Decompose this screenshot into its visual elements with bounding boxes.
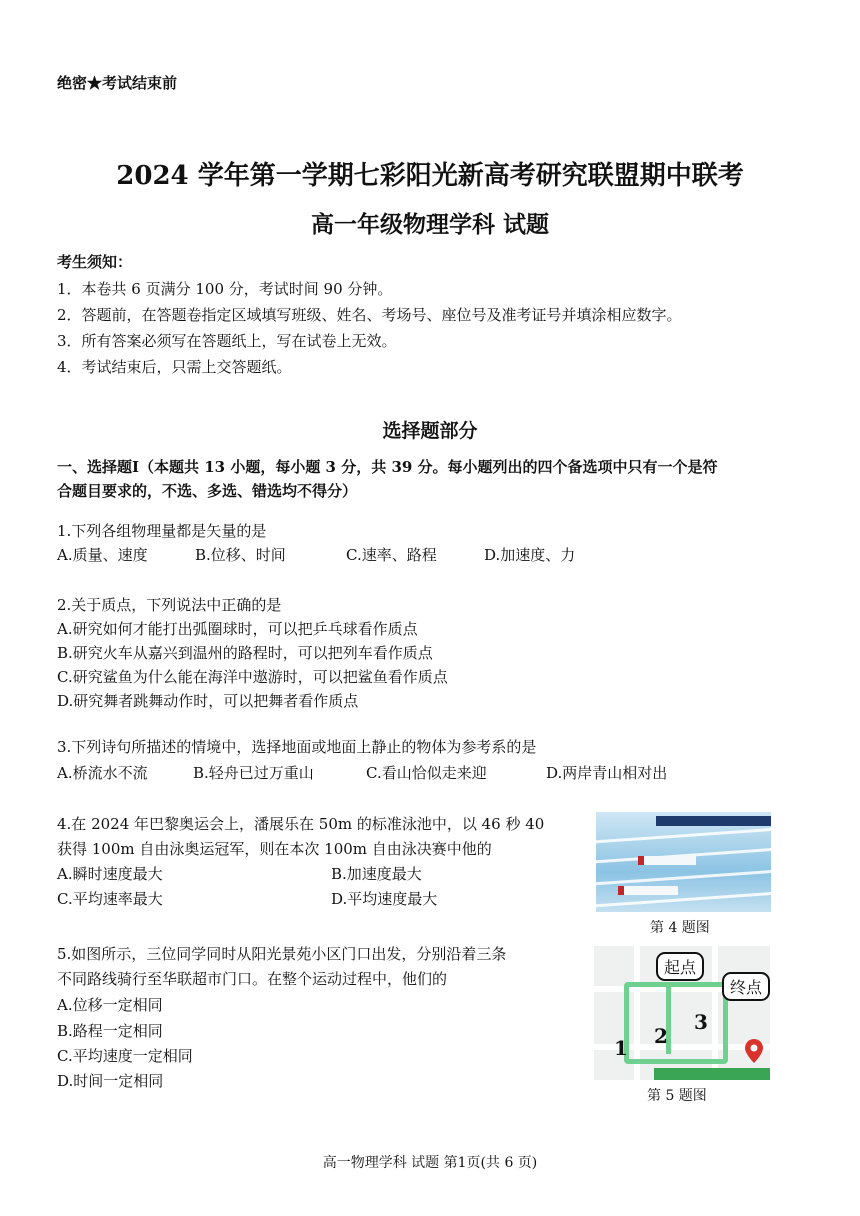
q4-stem-line-2: 获得 100m 自由泳奥运冠军，则在本次 100m 自由泳决赛中他的 — [57, 840, 492, 858]
q5-option-c: C.平均速度一定相同 — [57, 1047, 193, 1065]
route-2-label: 2 — [654, 1024, 668, 1048]
q4-option-c: C.平均速率最大 — [57, 890, 163, 908]
q5-stem-line-1: 5.如图所示，三位同学同时从阳光景苑小区门口出发，分别沿着三条 — [57, 945, 507, 963]
q1-option-b: B.位移、时间 — [195, 546, 286, 564]
lane-rope — [596, 869, 771, 886]
q2-option-d: D.研究舞者跳舞动作时，可以把舞者看作质点 — [57, 692, 359, 710]
notice-item-3: 3．所有答案必须写在答题纸上，写在试卷上无效。 — [57, 332, 397, 350]
exam-title: 2024 学年第一学期七彩阳光新高考研究联盟期中联考 — [116, 161, 744, 191]
section-title: 选择题部分 — [382, 420, 478, 442]
q5-option-d: D.时间一定相同 — [57, 1072, 164, 1090]
q4-option-d: D.平均速度最大 — [331, 890, 438, 908]
q5-stem-line-2: 不同路线骑行至华联超市门口。在整个运动过程中，他们的 — [57, 970, 448, 988]
lane-rope — [596, 827, 771, 844]
route-map — [594, 946, 770, 1080]
q3-option-a: A.桥流水不流 — [57, 764, 148, 782]
q3-stem: 3.下列诗句所描述的情境中，选择地面或地面上静止的物体为参考系的是 — [57, 738, 537, 756]
q2-option-b: B.研究火车从嘉兴到温州的路程时，可以把列车看作质点 — [57, 644, 433, 662]
q5-option-b: B.路程一定相同 — [57, 1022, 163, 1040]
start-label: 起点 — [656, 952, 704, 981]
notice-heading: 考生须知： — [57, 253, 133, 271]
q4-option-b: B.加速度最大 — [331, 865, 422, 883]
notice-item-4: 4．考试结束后，只需上交答题纸。 — [57, 358, 292, 376]
arrival-bar — [654, 1068, 770, 1080]
q2-stem: 2.关于质点，下列说法中正确的是 — [57, 596, 282, 614]
q1-option-a: A.质量、速度 — [57, 546, 148, 564]
q1-option-d: D.加速度、力 — [484, 546, 576, 564]
end-label: 终点 — [722, 972, 770, 1001]
page-footer: 高一物理学科 试题 第1页(共 6 页) — [322, 1155, 538, 1171]
destination-pin-icon — [744, 1038, 764, 1064]
swimmer-time-tag — [638, 856, 696, 865]
exam-subtitle: 高一年级物理学科 试题 — [310, 211, 549, 238]
notice-item-2: 2．答题前，在答题卷指定区域填写班级、姓名、考场号、座位号及准考证号并填涂相应数字。 — [57, 306, 682, 324]
part-instructions-line-2: 合题目要求的，不选、多选、错选均不得分） — [57, 482, 358, 500]
confidential-mark: 绝密★考试结束前 — [57, 74, 178, 92]
swimming-pool-photo — [596, 812, 771, 912]
q2-option-a: A.研究如何才能打出弧圈球时，可以把乒乓球看作质点 — [57, 620, 418, 638]
q2-option-c: C.研究鲨鱼为什么能在海洋中遨游时，可以把鲨鱼看作质点 — [57, 668, 448, 686]
q4-option-a: A.瞬时速度最大 — [57, 865, 163, 883]
q1-stem: 1.下列各组物理量都是矢量的是 — [57, 522, 267, 540]
swimmer-time-tag — [618, 886, 678, 895]
figure-4-caption: 第 4 题图 — [650, 920, 710, 936]
figure-5-caption: 第 5 题图 — [647, 1088, 707, 1104]
q5-option-a: A.位移一定相同 — [57, 996, 163, 1014]
route-3-label: 3 — [694, 1010, 708, 1034]
route-1-label: 1 — [614, 1036, 628, 1060]
q4-stem-line-1: 4.在 2024 年巴黎奥运会上，潘展乐在 50m 的标准泳池中，以 46 秒 40 — [57, 815, 545, 833]
q1-option-c: C.速率、路程 — [346, 546, 437, 564]
scoreboard-bar — [656, 816, 771, 826]
notice-item-1: 1．本卷共 6 页满分 100 分，考试时间 90 分钟。 — [57, 280, 393, 298]
q3-option-d: D.两岸青山相对出 — [546, 764, 668, 782]
part-instructions-line-1: 一、选择题Ⅰ（本题共 13 小题，每小题 3 分，共 39 分。每小题列出的四个备选项中只有一个是符 — [57, 458, 718, 476]
q3-option-c: C.看山恰似走来迎 — [366, 764, 487, 782]
q3-option-b: B.轻舟已过万重山 — [193, 764, 314, 782]
